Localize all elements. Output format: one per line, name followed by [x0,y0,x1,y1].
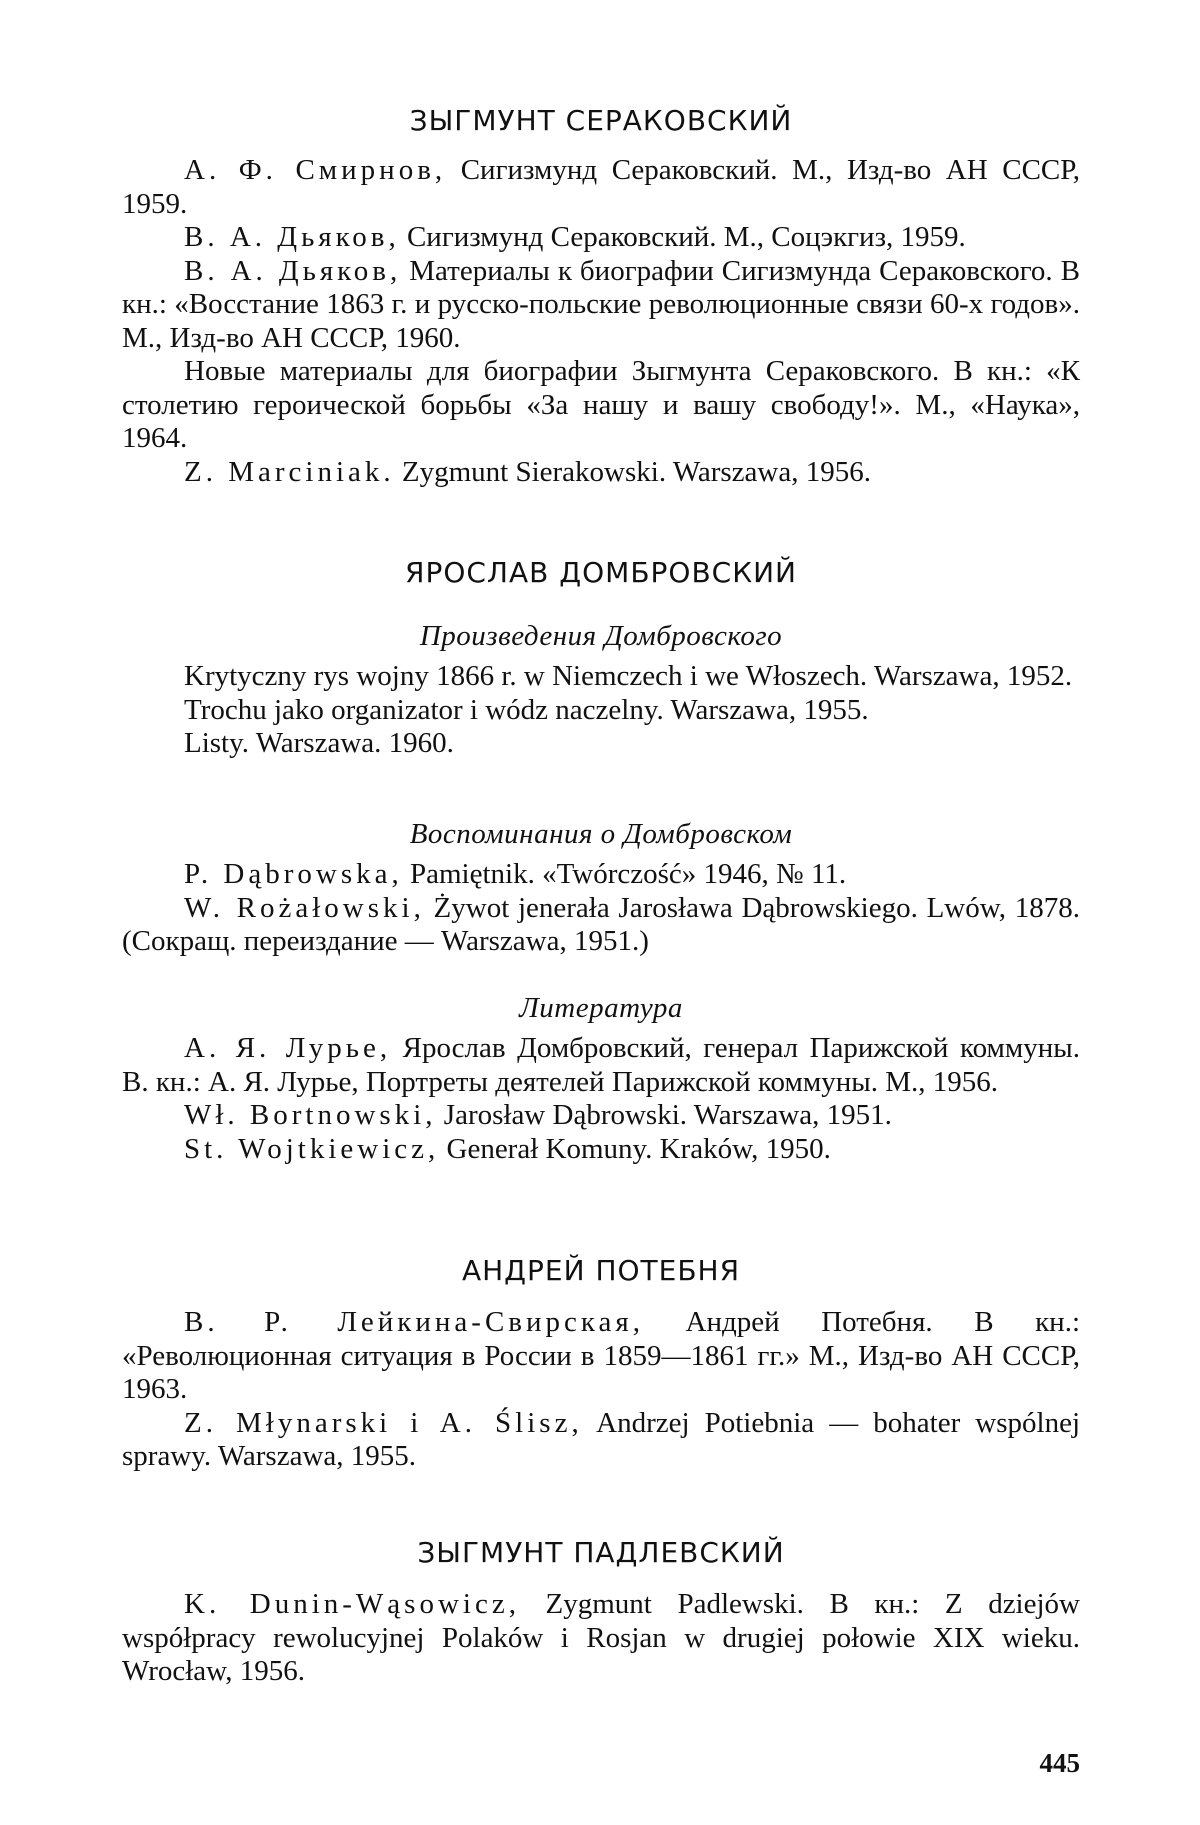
bib-entry [122,694,1080,728]
bib-author: St. Wojtkiewicz, [184,1132,440,1165]
bib-entry [122,1588,1080,1689]
bib-author: В. А. Дьяков, [184,221,400,253]
bib-author: Wł. Bortnowski, [184,1099,437,1131]
section-body-potebnya [122,1306,1080,1474]
bib-text: Pamiętnik. «Twórczość» 1946, № 11. [402,858,847,890]
bib-text: Zygmunt Padlewski. B кн.: Z dziejów współpracy rewolucyjnej Polaków i Rosjan w drugiej połowie XIX wieku. Wrocław, 1956. [122,1588,1080,1687]
bib-text: Jarosław Dąbrowski. Warszawa, 1951. [436,1099,892,1131]
bib-entry [122,892,1080,959]
bib-text: Zygmunt Sierakowski. Warszawa, 1956. [394,455,871,488]
bib-entry [122,1306,1080,1407]
subsection-body-literature [122,1032,1080,1166]
bib-author: Z. Młynarski i A. Ślisz, [184,1406,583,1439]
bib-text: Андрей Потебня. В кн.: «Революционная ситуация в России в 1859—1861 гг.» М., Изд-во АН СССР, 1963. [122,1306,1081,1405]
bib-author: P. Dąbrowska, [184,858,403,890]
subsection-body-memoirs [122,858,1080,959]
bib-entry [122,1032,1080,1099]
bib-author: А. Ф. Смирнов, [184,154,447,186]
bib-text: Сигизмунд Сераковский. М., Соцэкгиз, 1959. [399,221,966,253]
section-title-padlewski: ЗЫГМУНТ ПАДЛЕВСКИЙ [417,1536,785,1569]
section-body-serakovsky [122,154,1080,489]
bib-text: Generał Komuny. Kraków, 1950. [439,1132,831,1165]
bib-entry [122,355,1080,456]
section-title-serakovsky: ЗЫГМУНТ СЕРАКОВСКИЙ [409,104,793,137]
bib-entry [122,1133,1080,1167]
bib-entry [122,727,1080,761]
subsection-title-literature: Литература [519,992,683,1024]
page-number: 445 [1039,1748,1080,1778]
section-title-potebnya: АНДРЕЙ ПОТЕБНЯ [461,1254,741,1287]
bib-text: Listy. Warszawa. 1960. [184,727,454,759]
bib-text: Żywot jenerała Jarosława Dąbrowskiego. Lwów, 1878. (Сокращ. переиздание — Warszawa, 1951.) [122,891,1080,957]
subsection-body-works [122,660,1080,761]
bib-text: Сигизмунд Сераковский. М., Изд-во АН СССР, 1959. [122,154,1081,220]
bib-entry [122,1099,1080,1133]
section-body-padlewski [122,1588,1080,1689]
bib-entry [122,1407,1080,1474]
bib-text: Материалы к биографии Сигизмунда Сераковского. В кн.: «Восстание 1863 г. и русско-польские революционные связи 60-х годов». М., Изд-во АН СССР, 1960. [122,254,1080,354]
bib-text: Ярослав Домбровский, генерал Парижской коммуны. В. кн.: А. Я. Лурье, Портреты деятелей Парижской коммуны. М., 1956. [122,1032,1080,1098]
bib-entry [122,660,1080,694]
bib-author: K. Dunin-Wąsowicz, [184,1588,520,1620]
bib-author: В. Р. Лейкина-Свирская, [184,1306,644,1338]
bib-entry [122,221,1080,255]
bib-author: В. А. Дьяков, [184,254,402,287]
subsection-title-works: Произведения Домбровского [419,620,783,652]
bib-author: W. Rożałowski, [184,891,425,924]
bib-text: Krytyczny rys wojny 1866 r. w Niemczech i we Włoszech. Warszawa, 1952. [184,660,1073,692]
bib-entry [122,154,1080,221]
bib-text: Andrzej Potiebnia — bohater wspólnej sprawy. Warszawa, 1955. [122,1406,1080,1472]
bib-entry [122,255,1080,356]
bib-entry [122,456,1080,490]
bib-author: А. Я. Лурье, [184,1032,392,1064]
bib-text: Новые материалы для биографии Зыгмунта Сераковского. В кн.: «К столетию героической борьбы «За нашу и вашу свободу!». М., «Наука», 1964. [122,355,1080,454]
bib-entry [122,858,1080,892]
bib-text: Trochu jako organizator i wódz naczelny. Warszawa, 1955. [184,693,869,726]
bib-author: Z. Marciniak. [184,455,395,488]
section-title-dombrowski: ЯРОСЛАВ ДОМБРОВСКИЙ [405,556,797,589]
subsection-title-memoirs: Воспоминания о Домбровском [409,818,793,850]
